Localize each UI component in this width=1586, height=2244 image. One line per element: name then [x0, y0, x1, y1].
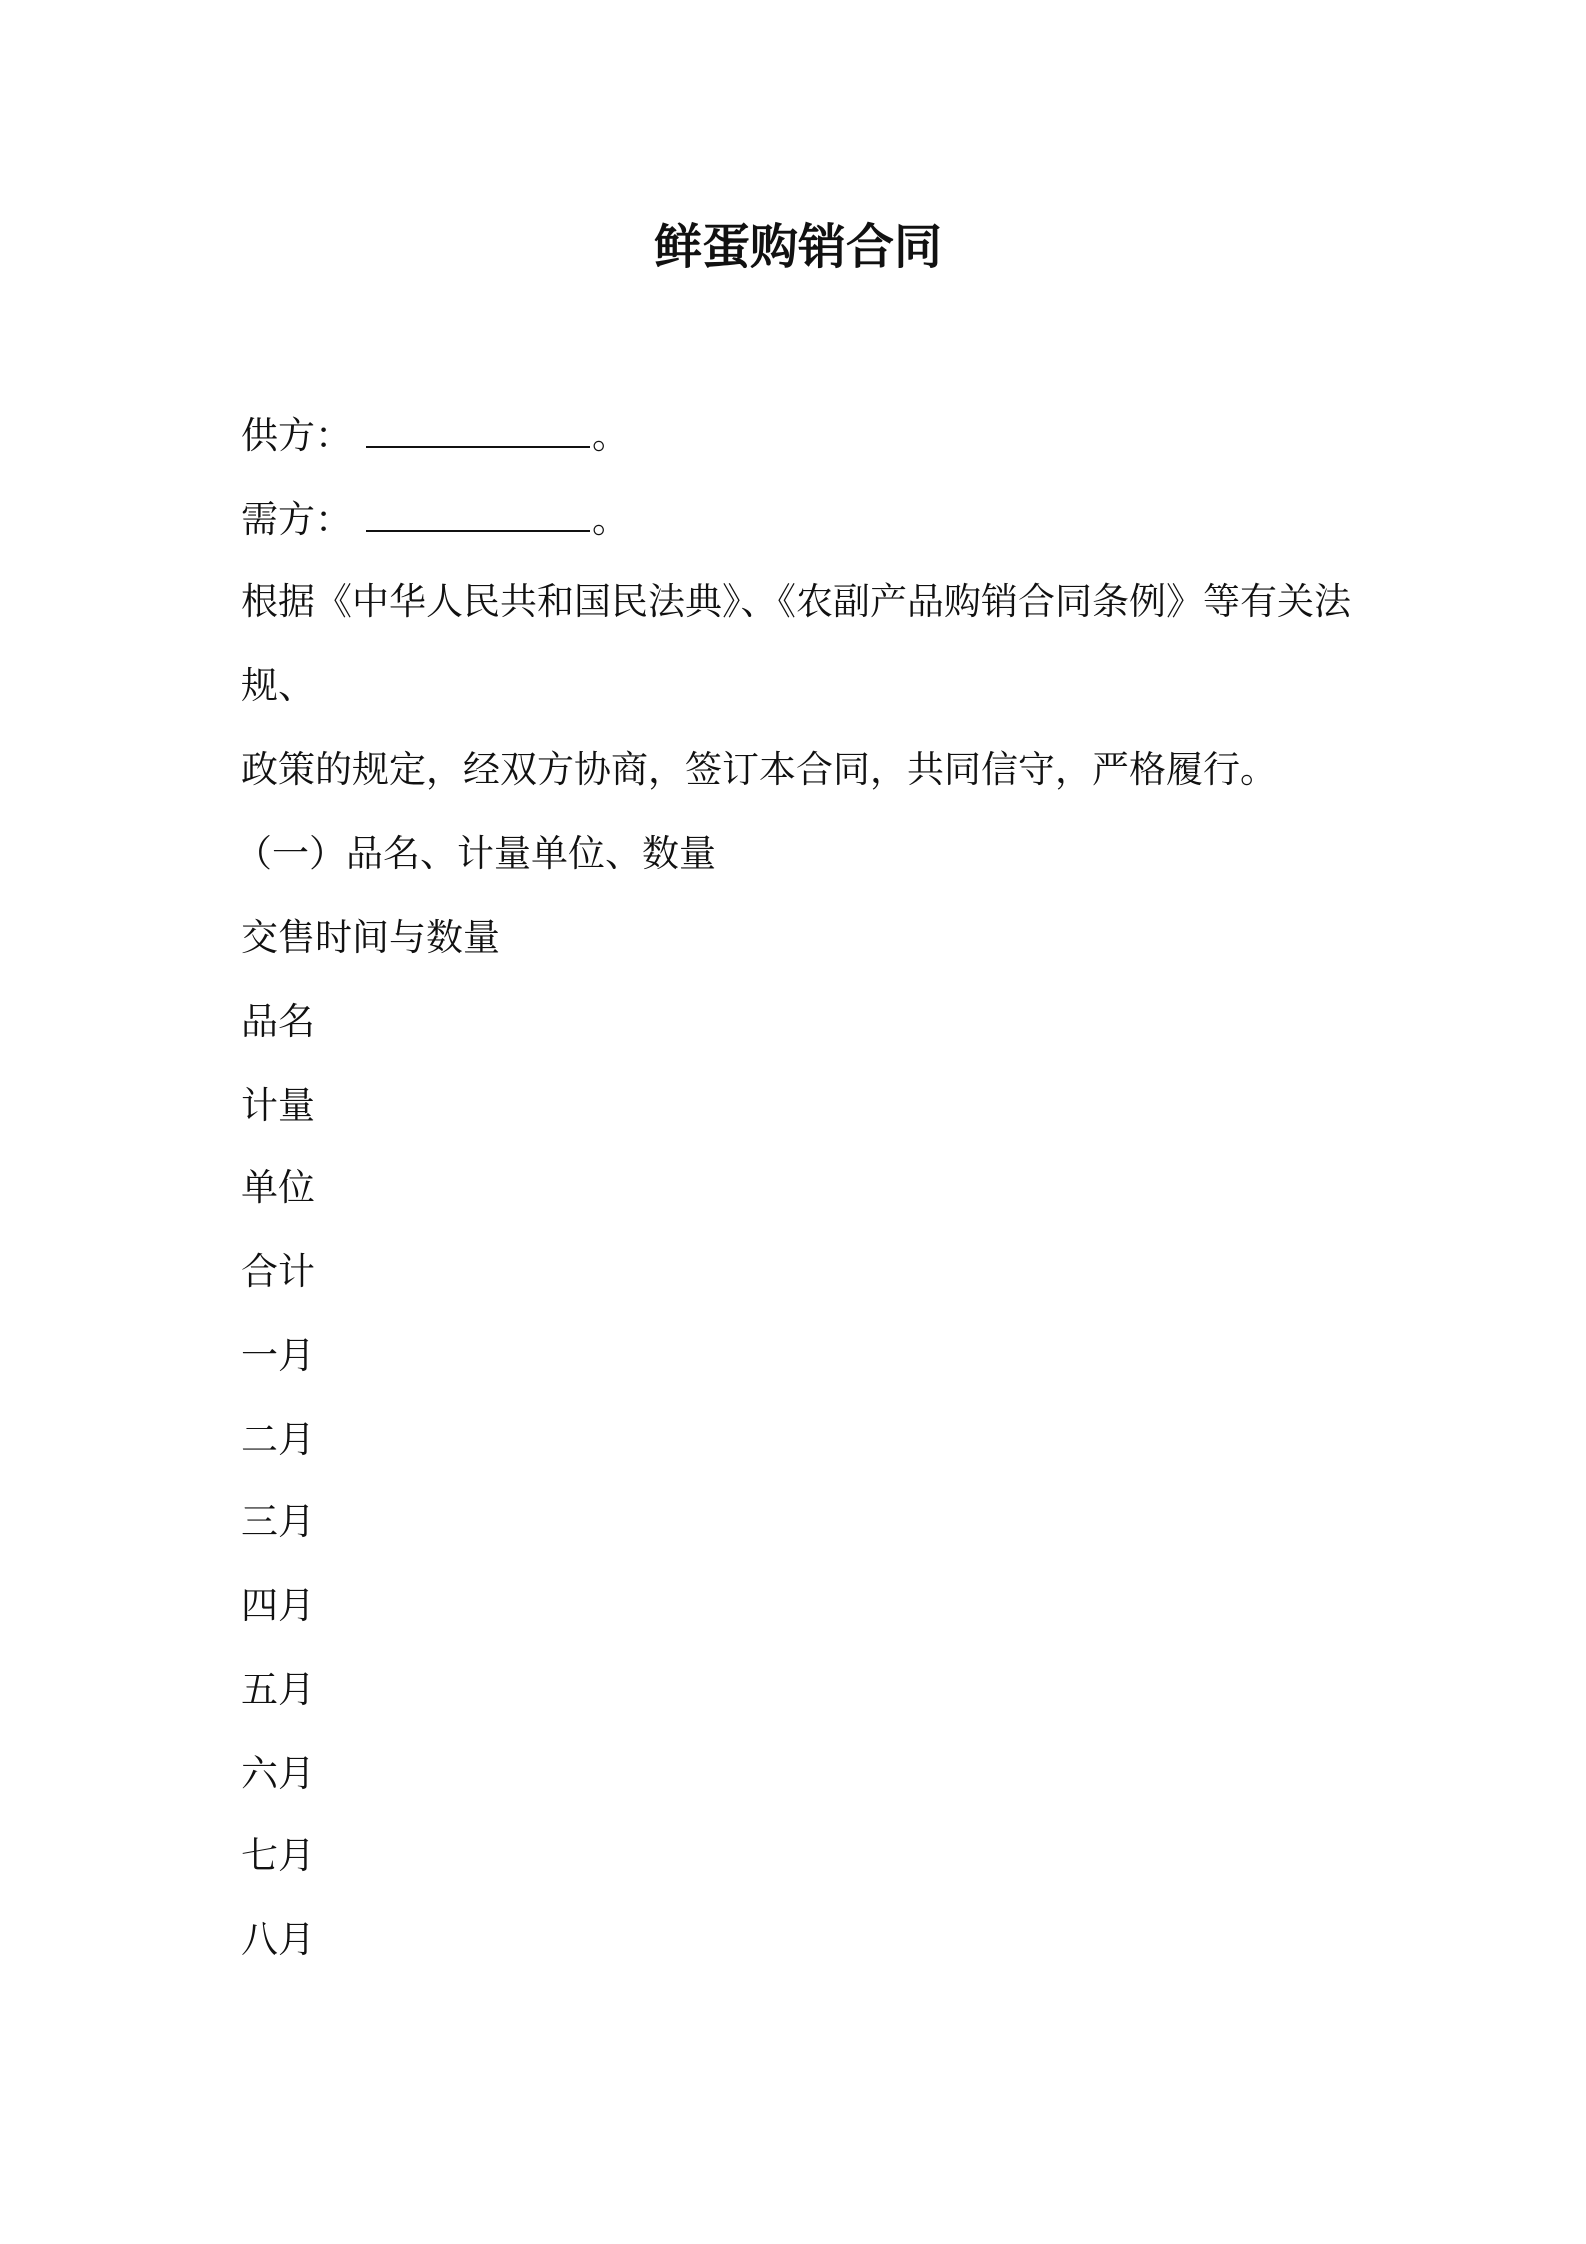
table-label-month-5: 五月	[241, 1668, 315, 1711]
table-label-month-2: 二月	[241, 1418, 315, 1461]
section-1-heading: （一）品名、计量单位、数量	[235, 832, 716, 875]
table-label-month-1: 一月	[241, 1334, 315, 1377]
table-label-month-6: 六月	[241, 1752, 315, 1795]
supplier-label: 供方：	[241, 414, 352, 457]
table-label-delivery-time-quantity: 交售时间与数量	[241, 916, 500, 959]
buyer-end-mark: 。	[592, 498, 629, 541]
table-label-measure: 计量	[241, 1084, 315, 1127]
preamble-line-1: 根据《中华人民共和国民法典》、《农副产品购销合同条例》等有关法	[241, 580, 1351, 623]
table-label-month-4: 四月	[241, 1584, 315, 1627]
table-label-month-3: 三月	[241, 1500, 315, 1543]
table-label-product-name: 品名	[241, 1000, 315, 1043]
preamble-line-2: 规、	[241, 664, 315, 707]
buyer-blank	[366, 496, 590, 532]
table-label-total: 合计	[241, 1250, 315, 1293]
supplier-blank	[366, 412, 590, 448]
document-title: 鲜蛋购销合同	[653, 219, 942, 275]
buyer-line	[241, 494, 629, 546]
table-label-unit: 单位	[241, 1166, 315, 1209]
supplier-line	[241, 410, 629, 462]
table-label-month-7: 七月	[241, 1834, 315, 1877]
table-label-month-8: 八月	[241, 1918, 315, 1961]
buyer-label: 需方：	[241, 498, 352, 541]
preamble-line-3: 政策的规定，经双方协商，签订本合同，共同信守，严格履行。	[241, 748, 1277, 791]
supplier-end-mark: 。	[592, 414, 629, 457]
